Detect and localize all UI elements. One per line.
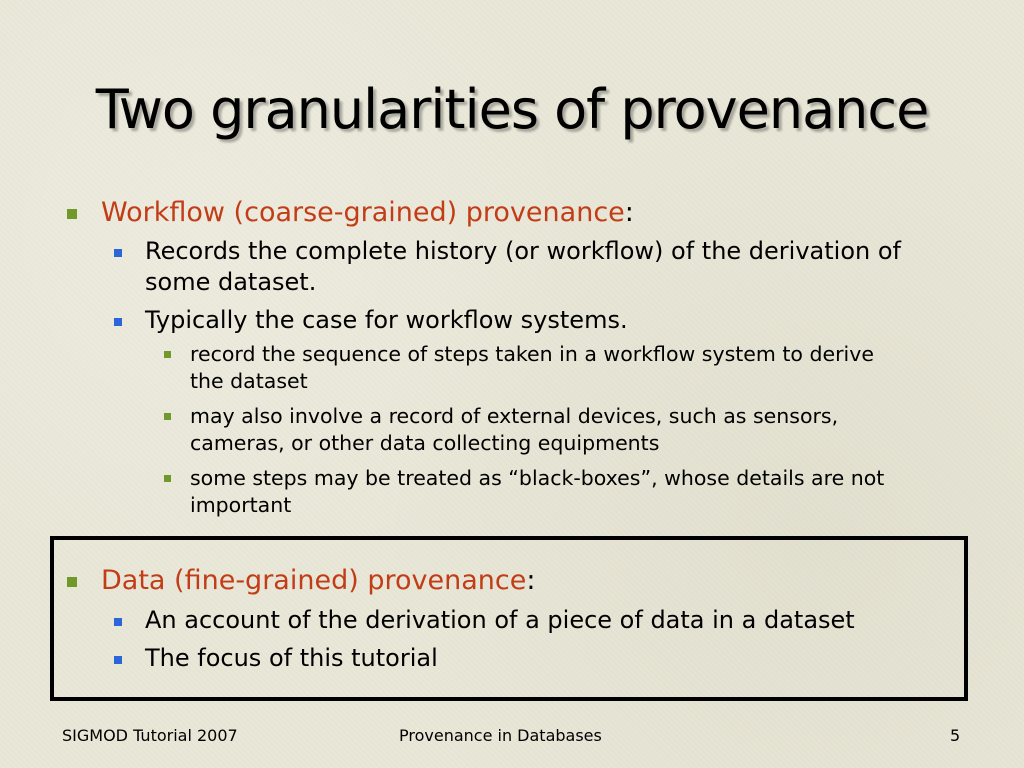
level1-bullet-icon (67, 209, 77, 219)
workflow-item-records-line2: some dataset. (145, 268, 317, 296)
workflow-subitem-sequence (190, 341, 874, 395)
data-item-account (145, 605, 855, 636)
level3-bullet-icon (164, 413, 171, 420)
workflow-subitem-devices (190, 403, 838, 457)
section-heading-data (101, 564, 535, 598)
level2-bullet-icon (114, 249, 122, 257)
footer-center-text: Provenance in Databases (399, 726, 602, 745)
slide-title: Two granularities of provenance (95, 78, 929, 141)
section-heading-highlight: Data (fine-grained) provenance (101, 565, 527, 596)
data-item-focus (145, 643, 438, 674)
level2-bullet-icon (114, 656, 122, 664)
level2-bullet-icon (114, 318, 122, 326)
workflow-subitem-devices-line1: may also involve a record of external devices, such as sensors, (190, 404, 839, 428)
workflow-subitem-blackboxes (190, 465, 884, 519)
workflow-item-typically-line1: Typically the case for workflow systems. (145, 306, 628, 334)
section-heading-workflow (101, 196, 634, 230)
footer-left-text: SIGMOD Tutorial 2007 (62, 726, 238, 745)
level3-bullet-icon (164, 351, 171, 358)
section-heading-colon: : (526, 565, 536, 596)
workflow-item-records-line1: Records the complete history (or workflow) of the derivation of (145, 237, 901, 265)
workflow-item-records (145, 236, 901, 298)
data-item-focus-line1: The focus of this tutorial (145, 644, 438, 672)
workflow-subitem-sequence-line1: record the sequence of steps taken in a workflow system to derive (190, 342, 874, 366)
section-heading-colon: : (624, 197, 634, 228)
workflow-item-typically (145, 305, 628, 336)
level2-bullet-icon (114, 618, 122, 626)
section-heading-highlight: Workflow (coarse-grained) provenance (101, 197, 625, 228)
workflow-subitem-sequence-line2: the dataset (190, 369, 308, 393)
workflow-subitem-blackboxes-line1: some steps may be treated as “black-boxes”, whose details are not (190, 466, 885, 490)
data-item-account-line1: An account of the derivation of a piece of data in a dataset (145, 606, 855, 634)
level1-bullet-icon (67, 577, 77, 587)
level3-bullet-icon (164, 475, 171, 482)
workflow-subitem-devices-line2: cameras, or other data collecting equipments (190, 431, 660, 455)
page-number: 5 (950, 726, 961, 745)
workflow-subitem-blackboxes-line2: important (190, 493, 292, 517)
